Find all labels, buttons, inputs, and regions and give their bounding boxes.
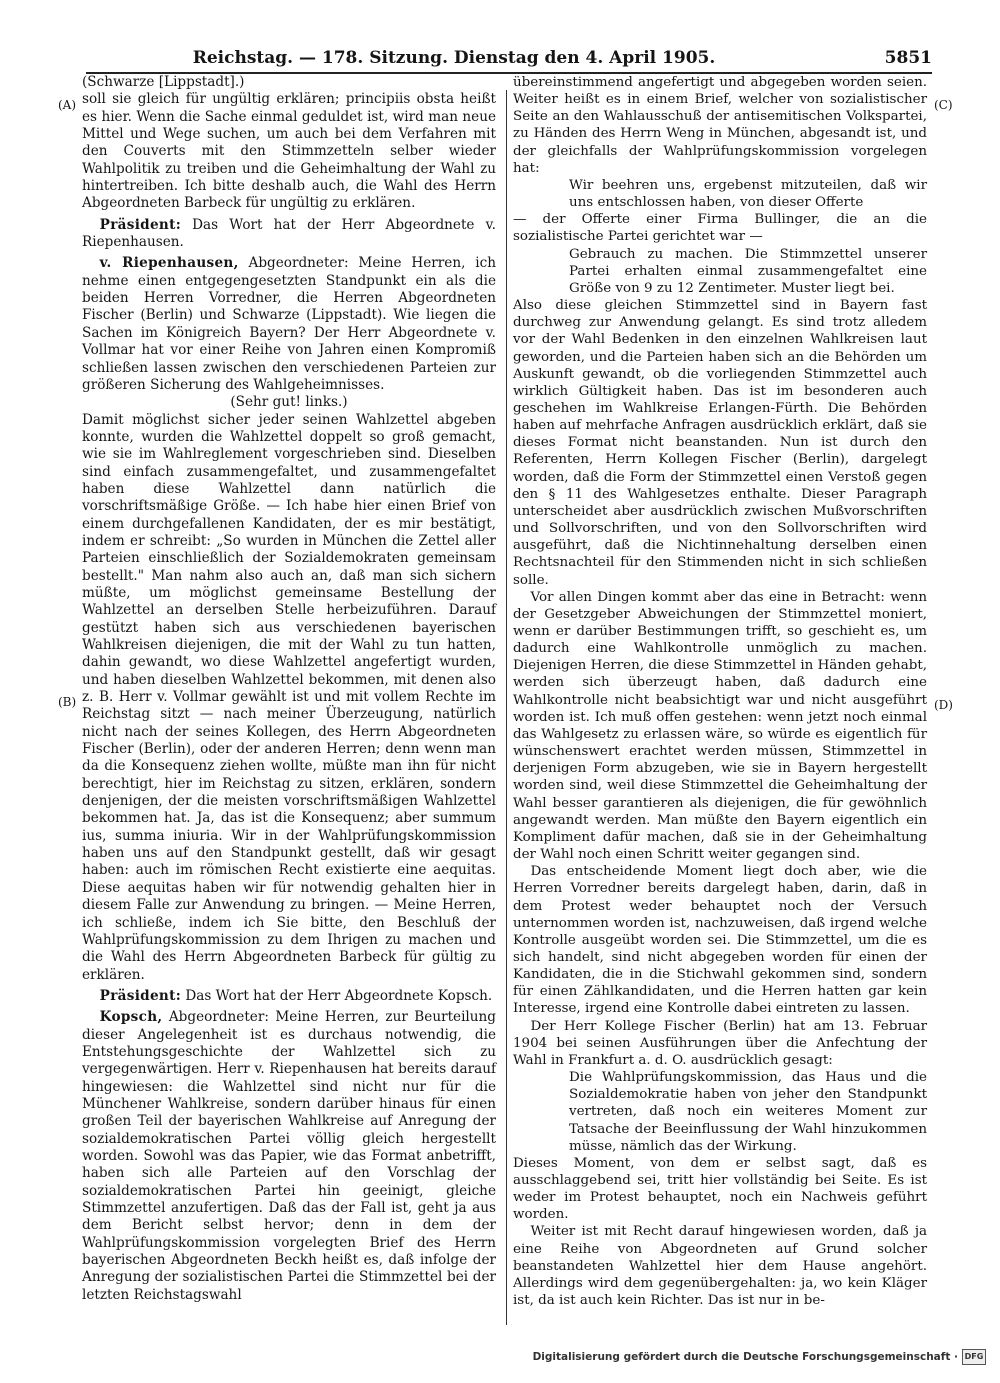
quotation: Die Wahlprüfungskommission, das Haus und die Sozialdemokratie haben von jeher den Standpunkt vertreten, daß noch ein weiteres Moment zur Tatsache der Beeinflussung der Wahl hinzukommen müsse, nämlich das der Wirkung. <box>569 1070 927 1154</box>
footer-credit <box>533 1349 986 1365</box>
speaker-name: Präsident: <box>99 216 182 233</box>
speech-text: Das Wort hat der Herr Abgeordnete v. Riepenhausen. <box>82 216 496 251</box>
speech-text: Abgeordneter: Meine Herren, ich nehme einen entgegengesetzten Standpunkt ein als die beiden Herren Vorredner, die Herren Abgeordneten Fischer (Berlin) und Schwarze (Lippstadt). Wie liegen die Sachen im Königreich Bayern? Der Herr Abgeordnete v. Vollmar hat vor einer Reihe von Jahren einen Kompromiß schließen lassen zwischen den verschiedenen Parteien zur größeren Sicherung des Wahlgeheimnisses. <box>82 255 496 393</box>
dfg-logo-icon: DFG <box>962 1349 986 1365</box>
speaker-name: v. Riepenhausen, <box>99 255 239 272</box>
paragraph: soll sie gleich für ungültig erklären; principiis obsta heißt es hier. Wenn die Sache einmal geduldet ist, wird man neue Mittel und Wege suchen, um auch bei dem Verfahren mit den Couverts mit den Stimmzetteln selber wieder Wahlpolitik zu treiben und die Geheimhaltung der Wahl zu hintertreiben. Ich bitte deshalb auch, die Wahl des Herrn Abgeordneten Barbeck für ungültig zu erklären. <box>82 91 496 212</box>
speaker-context: (Schwarze [Lippstadt].) <box>82 74 245 90</box>
paragraph <box>82 255 496 394</box>
speaker-name: Kopsch, <box>99 1009 163 1026</box>
running-title: Reichstag. — 178. Sitzung. Dienstag den 4. April 1905. <box>192 48 716 68</box>
paragraph: Das entscheidende Moment liegt doch aber, wie die Herren Vorredner bereits dargelegt haben, darin, daß in dem Protest weder behauptet noch der Versuch unternommen worden ist, nachzuweisen, daß irgend welche Kontrolle ausgeübt worden sei. Die Stimmzettel, um die es sich handelt, sind nicht abgegeben worden für einen der Kandidaten, die in die Stichwahl gekommen sind, sondern für einen Zählkandidaten, und die Herren hatten gar kein Interesse, irgend eine Kontrolle dabei eintreten zu lassen. <box>513 864 927 1017</box>
paragraph: Der Herr Kollege Fischer (Berlin) hat am 13. Februar 1904 bei seinen Ausführungen über die Anfechtung der Wahl in Frankfurt a. d. O. ausdrücklich gesagt: <box>513 1018 927 1068</box>
margin-marker-c: (C) <box>934 98 953 112</box>
paragraph: — der Offerte einer Firma Bullinger, die an die sozialistische Partei gerichtet war — <box>513 212 927 245</box>
paragraph: Weiter ist mit Recht darauf hingewiesen worden, daß ja eine Reihe von Abgeordneten auf Grund solcher beanstandeten Wahlzettel hier dem Hause angehört. Allerdings wird dem gegenübergehalten: ja, wo kein Kläger ist, da ist auch kein Richter. Das ist nur in be- <box>513 1224 927 1309</box>
paragraph: Dieses Moment, von dem er selbst sagt, daß es ausschlaggebend sei, tritt hier vollständig bei Seite. Es ist weder im Protest behauptet, noch ein Nachweis geführt worden. <box>513 1155 927 1223</box>
left-column <box>82 74 496 1304</box>
margin-marker-b: (B) <box>58 695 77 709</box>
column-divider <box>506 90 507 1325</box>
speaker-name: Präsident: <box>99 987 182 1004</box>
page-header <box>86 48 932 72</box>
paragraph: übereinstimmend angefertigt und abgegeben worden seien. Weiter heißt es in einem Brief, welcher von sozialistischer Seite an den Wahlausschuß der antisemitischen Volkspartei, zu Händen des Herrn Weng in München, abgesandt ist, und der gleichfalls der Wahlprüfungskommission vorgelegen hat: <box>513 75 927 176</box>
margin-marker-d: (D) <box>934 698 953 712</box>
speech-text: Das Wort hat der Herr Abgeordnete Kopsch. <box>181 987 493 1004</box>
footer-text: Digitalisierung gefördert durch die Deutsche Forschungsgemeinschaft · <box>532 1351 958 1363</box>
speech-text: Abgeordneter: Meine Herren, zur Beurteilung dieser Angelegenheit ist es durchaus notwendig, die Entstehungsgeschichte der Wahlzettel sich zu vergegenwärtigen. Herr v. Riepenhausen hat bereits darauf hingewiesen: die Wahlzettel sind nicht nur für die Münchener Wahlkreise, sondern darüber hinaus für einen großen Teil der bayerischen Wahlkreise auf Anregung der sozialdemokratischen Partei völlig gleich hergestellt worden. Sowohl was das Papier, wie das Format anbetrifft, haben sich alle Parteien auf den Vorschlag der sozialdemokratischen Partei hin geeinigt, gleiche Stimmzettel anzufertigen. Daß das der Fall ist, geht ja aus dem Bericht selbst hervor; denn in dem der Wahlprüfungskommission vorgelegten Brief des Herrn bayerischen Abgeordneten Beckh heißt es, daß infolge der Anregung der sozialistischen Partei die Stimmzettel bei der letzten Reichstagswahl <box>82 1009 496 1303</box>
interjection: (Sehr gut! links.) <box>230 394 348 411</box>
paragraph: Vor allen Dingen kommt aber das eine in Betracht: wenn der Gesetzgeber Abweichungen der Stimmzettel moniert, wenn er darüber Bestimmungen trifft, so geschieht es, um dadurch eine Wahlkontrolle unmöglich zu machen. Diejenigen Herren, die diese Stimmzettel in Händen gehabt, werden sich überzeugt haben, daß dadurch eine Wahlkontrolle nicht beabsichtigt war und nicht ausgeführt worden ist. Ich muß offen gestehen: wenn jetzt noch einmal das Wahlgesetz zu erlassen wäre, so würde es eigentlich für wünschenswert erachtet werden müssen, Stimmzettel in derjenigen Form abzugeben, wie sie in Bayern hergestellt worden sind, weil diese Stimmzettel die Geheimhaltung der Wahl besser garantieren als diejenigen, die für gewöhnlich angewandt werden. Man müßte den Bayern eigentlich ein Kompliment dafür machen, daß sie in der Geheimhaltung der Wahl noch einen Schritt weiter gegangen sind. <box>513 589 927 863</box>
paragraph: Damit möglichst sicher jeder seinen Wahlzettel abgeben konnte, wurden die Wahlzettel doppelt so groß gemacht, wie sie im Wahlreglement vorgeschrieben sind. Dieselben sind einfach zusammengefaltet, und zusammengefaltet haben diese Wahlzettel dann natürlich die vorschriftsmäßige Größe. — Ich habe hier einen Brief von einem durchgefallenen Kandidaten, der es mir bestätigt, indem er schreibt: „So wurden in München die Zettel aller Parteien einschließlich der Sozialdemokraten gemeinsam bestellt." Man nahm also auch an, daß man sich sichern müßte, um möglichst gemeinsame Bestellung der Wahlzettel an derselben Stelle herbeizuführen. Darauf gestützt haben sich aus verschiedenen bayerischen Wahlkreisen diejenigen, die mit der Wahl zu tun hatten, dahin gewandt, wo diese Wahlzettel angefertigt wurden, und haben dieselben Wahlzettel bekommen, mit denen also z. B. Herr v. Vollmar gewählt ist und mit vollem Rechte im Reichstag sitzt — nach meiner Überzeugung, natürlich nicht nach der seines Kollegen, des Herrn Abgeordneten Fischer (Berlin), oder der anderen Herren; denn wenn man da die Konsequenz ziehen wollte, müßte man ihn für nicht berechtigt, hier im Reichstag zu sitzen, erklären, sondern denjenigen, der die meisten vorschriftsmäßigen Wahlzettel bekommen hat. Ja, das ist die Konsequenz; aber summum ius, summa iniuria. Wir in der Wahlprüfungskommission haben uns auf den Standpunkt gestellt, daß wir gesagt haben: auch im römischen Recht existierte eine aequitas. Diese aequitas haben wir für notwendig gehalten hier in diesem Falle zur Anwendung zu bringen. — Meine Herren, ich schließe, indem ich Sie bitte, den Beschluß der Wahlprüfungskommission zu dem Ihrigen zu machen und die Wahl des Herrn Abgeordneten Barbeck für gültig zu erklären. <box>82 411 496 983</box>
quotation: Gebrauch zu machen. Die Stimmzettel unserer Partei erhalten einmal zusammengefaltet eine Größe von 9 zu 12 Zentimeter. Muster liegt bei. <box>569 246 927 296</box>
paragraph <box>82 217 496 252</box>
paragraph: Also diese gleichen Stimmzettel sind in Bayern fast durchweg zur Anwendung gelangt. Es sind trotz alledem vor der Wahl Bedenken in den einzelnen Wahlkreisen laut geworden, und die Parteien haben sich an die Behörden um Auskunft gewandt, ob die vorliegenden Stimmzettel auch wirklich Gültigkeit haben. Das ist im besonderen auch geschehen im Wahlkreise Erlangen-Fürth. Die Behörden haben auf mehrfache Anfragen ausdrücklich erklärt, daß sie dieses Format nicht beanstanden. Nun ist durch den Referenten, Herrn Kollegen Fischer (Berlin), dargelegt worden, daß die Form der Stimmzettel einen Verstoß gegen den § 11 des Wahlgesetzes enthalte. Dieser Paragraph unterscheidet aber ausdrücklich zwischen Mußvorschriften und Sollvorschriften, und von den Sollvorschriften wird ausgeführt, daß die Nichtinnehaltung derselben einen Rechtsnachteil für den Stimmenden nicht in sich schließen solle. <box>513 298 927 588</box>
page-number: 5851 <box>884 48 932 68</box>
paragraph <box>82 988 496 1005</box>
right-column <box>513 74 927 1309</box>
margin-marker-a: (A) <box>58 98 77 112</box>
quotation: Wir beehren uns, ergebenst mitzuteilen, daß wir uns entschlossen haben, von dieser Offerte <box>569 177 927 211</box>
paragraph <box>82 1009 496 1304</box>
